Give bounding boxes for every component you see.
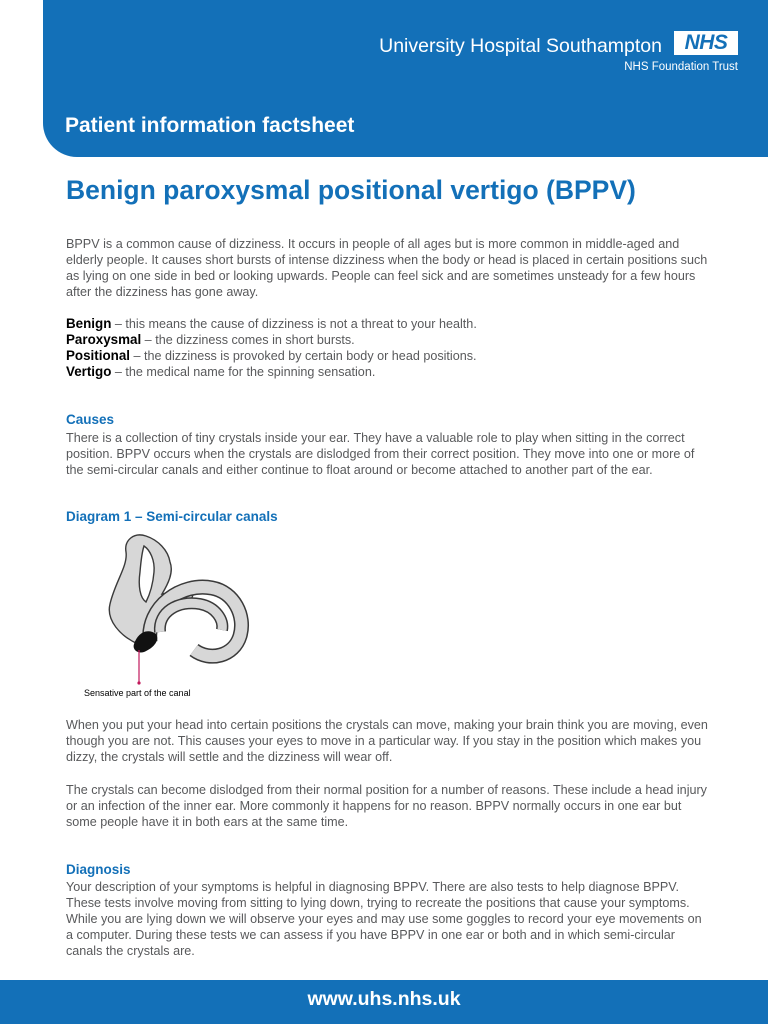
nhs-logo: NHS [674, 31, 738, 55]
diagnosis-heading: Diagnosis [66, 862, 131, 877]
definition-item [66, 332, 477, 348]
definition-item [66, 364, 477, 380]
semicircular-canals-diagram [82, 532, 252, 690]
definition-text: – the medical name for the spinning sensation. [111, 365, 376, 379]
definition-text: – the dizziness is provoked by certain body or head positions. [130, 349, 477, 363]
positions-paragraph: When you put your head into certain positions the crystals can move, making your brain think you are moving, even though you are not. This causes your eyes to move in a particular way. If you stay in the position which makes you dizzy, the crystals will settle and the dizziness will wear off. [66, 718, 708, 764]
header-banner [43, 0, 768, 157]
definition-term: Paroxysmal [66, 332, 142, 347]
definition-term: Benign [66, 316, 112, 331]
causes-paragraph: There is a collection of tiny crystals inside your ear. They have a valuable role to play when sitting in the correct position. BPPV occurs when the crystals are dislodged from their correct position. They move into one or more of the semi-circular canals and either continue to float around or become attached to another part of the ear. [66, 431, 695, 477]
intro-paragraph: BPPV is a common cause of dizziness. It occurs in people of all ages but is more common in middle-aged and elderly people. It causes short bursts of intense dizziness when the body or head is placed in certain positions such as lying on one side in bed or looking upwards. People can feel sick and are sometimes unsteady for a few hours after the dizziness has gone away. [66, 237, 708, 299]
definition-text: – this means the cause of dizziness is not a threat to your health. [111, 317, 477, 331]
factsheet-label: Patient information factsheet [65, 114, 355, 137]
page-title: Benign paroxysmal positional vertigo (BPPV) [66, 175, 636, 205]
diagram-heading: Diagram 1 – Semi-circular canals [66, 509, 278, 524]
trust-name: NHS Foundation Trust [624, 61, 738, 73]
reasons-paragraph: The crystals can become dislodged from their normal position for a number of reasons. These include a head injury or an infection of the inner ear. More commonly it happens for no reason. BPPV normally occurs in one ear but some people have it in both ears at the same time. [66, 783, 707, 829]
definition-term: Vertigo [66, 364, 112, 379]
definition-item [66, 316, 477, 332]
definition-item [66, 348, 477, 364]
website-link[interactable]: www.uhs.nhs.uk [307, 988, 461, 1010]
definition-text: – the dizziness comes in short bursts. [141, 333, 355, 347]
organisation-name: University Hospital Southampton [379, 35, 662, 57]
definitions-list [66, 316, 477, 380]
causes-heading: Causes [66, 412, 115, 427]
definition-term: Positional [66, 348, 130, 363]
footer-bar [0, 980, 768, 1024]
diagnosis-paragraph: Your description of your symptoms is helpful in diagnosing BPPV. There are also tests to help diagnose BPPV. These tests involve moving from sitting to lying down, trying to recreate the positions that cause your symptoms. While you are lying down we will observe your eyes and may use some goggles to record your eye movements on a computer. During these tests we can assess if you have BPPV in one ear or both and in which semi-circular canals the crystals are. [66, 880, 702, 958]
diagram-caption: Sensative part of the canal [84, 688, 191, 698]
